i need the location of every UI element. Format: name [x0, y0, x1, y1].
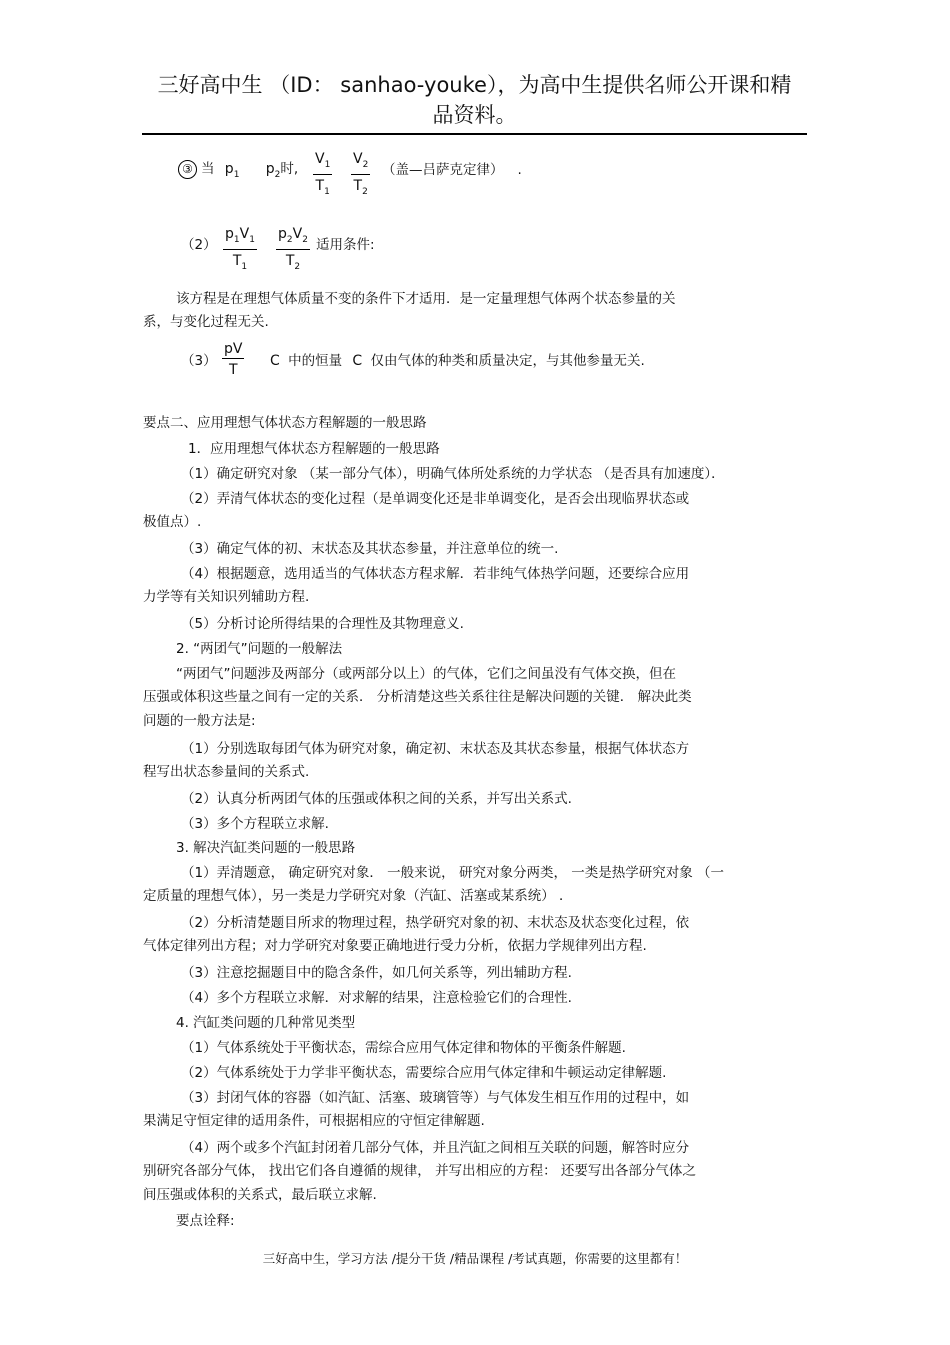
fraction-p1v1-t1: $\frac{p_1V_1}{T_1}$: [225, 226, 255, 272]
fraction-p2v2-t2: $\frac{p_2V_2}{T_2}$: [278, 226, 308, 272]
body-line: 间压强或体积的关系式，最后联立求解.: [143, 1187, 377, 1203]
header-divider: [142, 133, 807, 135]
body-line: 1．应用理想气体状态方程解题的一般思路: [188, 441, 440, 457]
formula-1-when: 时,: [280, 161, 299, 177]
body-line: （3）封闭气体的容器（如汽缸、活塞、玻璃管等）与气体发生相互作用的过程中，如: [181, 1090, 690, 1106]
body-line: （2）认真分析两团气体的压强或体积之间的关系，并写出关系式.: [181, 791, 572, 807]
body-line: 力学等有关知识列辅助方程.: [143, 589, 310, 605]
body-line: 程写出状态参量间的关系式.: [143, 764, 310, 780]
body-line: 3. 解决汽缸类问题的一般思路: [176, 840, 356, 856]
body-line: 别研究各部分气体， 找出它们各自遵循的规律， 并写出相应的方程： 还要写出各部分气体之: [143, 1163, 696, 1179]
formula-3-label: （3）: [181, 353, 217, 369]
body-line: 定质量的理想气体），另一类是力学研究对象（汽缸、活塞或某系统） ．: [143, 888, 573, 904]
body-line: （3）确定气体的初、末状态及其状态参量，并注意单位的统一.: [181, 541, 559, 557]
body-line: （1）弄清题意， 确定研究对象． 一般来说， 研究对象分两类， 一类是热学研究对象 （一: [181, 865, 725, 881]
formula-1-p1: $p_1$: [224, 161, 240, 180]
body-line: 气体定律列出方程；对力学研究对象要正确地进行受力分析，依据力学规律列出方程.: [143, 938, 647, 954]
circled-number-3: ③: [178, 160, 197, 179]
body-line: “两团气”问题涉及两部分（或两部分以上）的气体，它们之间虽没有气体交换，但在: [176, 666, 676, 682]
formula-1-law: （盖—吕萨克定律） .: [382, 162, 522, 178]
body-line: 压强或体积这些量之间有一定的关系． 分析清楚这些关系往往是解决问题的关键． 解决此类: [143, 689, 692, 705]
body-line: 要点二、应用理想气体状态方程解题的一般思路: [143, 415, 427, 431]
body-line: （1）确定研究对象 （某一部分气体），明确气体所处系统的力学状态 （是否具有加速度）．: [181, 466, 725, 482]
condition-line-2: 系，与变化过程无关.: [143, 314, 269, 330]
formula-2-label: （2）: [181, 237, 217, 253]
body-line: 2. “两团气”问题的一般解法: [176, 641, 343, 657]
body-line: （3）多个方程联立求解.: [181, 816, 329, 832]
body-line: 极值点）.: [143, 514, 202, 530]
body-line: 要点诠释:: [176, 1213, 235, 1229]
body-line: （5）分析讨论所得结果的合理性及其物理意义.: [181, 616, 464, 632]
body-line: （4）多个方程联立求解．对求解的结果，注意检验它们的合理性.: [181, 990, 572, 1006]
body-line: （1）气体系统处于平衡状态，需综合应用气体定律和物体的平衡条件解题.: [181, 1040, 626, 1056]
fraction-v1-t1: $\frac{V_1}{T_1}$: [315, 151, 331, 197]
body-line: （4）两个或多个汽缸封闭着几部分气体，并且汽缸之间相互关联的问题，解答时应分: [181, 1140, 690, 1156]
body-line: （2）分析清楚题目所求的物理过程，热学研究对象的初、末状态及状态变化过程，依: [181, 915, 690, 931]
body-line: （2）弄清气体状态的变化过程（是单调变化还是非单调变化，是否会出现临界状态或: [181, 491, 690, 507]
body-line: 问题的一般方法是:: [143, 713, 256, 729]
formula-1-prefix: 当: [201, 161, 215, 177]
condition-line-1: 该方程是在理想气体质量不变的条件下才适用．是一定量理想气体两个状态参量的关: [176, 291, 676, 307]
body-line: （3）注意挖掘题目中的隐含条件，如几何关系等，列出辅助方程.: [181, 965, 572, 981]
header-line-1: 三好高中生 （ID： sanhao-youke），为高中生提供名师公开课和精: [157, 73, 792, 97]
body-line: （4）根据题意，选用适当的气体状态方程求解．若非纯气体热学问题，还要综合应用: [181, 566, 690, 582]
header-line-2: 品资料。: [432, 103, 517, 127]
body-line: 4. 汽缸类问题的几种常见类型: [176, 1015, 356, 1031]
body-line: 果满足守恒定律的适用条件，可根据相应的守恒定律解题.: [143, 1113, 485, 1129]
formula-1-lead: [178, 160, 298, 184]
body-line: （2）气体系统处于力学非平衡状态，需要综合应用气体定律和牛顿运动定律解题.: [181, 1065, 667, 1081]
page-header: [142, 70, 807, 130]
formula-1-p2: $p_2$: [265, 161, 281, 180]
formula-2-suffix: 适用条件:: [316, 237, 375, 253]
body-line: （1）分别选取每团气体为研究对象，确定初、末状态及其状态参量，根据气体状态方: [181, 741, 690, 757]
page-footer: 三好高中生，学习方法 /提分干货 /精品课程 /考试真题，你需要的这里都有！: [262, 1251, 688, 1266]
formula-3-text: C 中的恒量 C 仅由气体的种类和质量决定，与其他参量无关.: [270, 353, 645, 369]
fraction-v2-t2: $\frac{V_2}{T_2}$: [353, 151, 369, 197]
fraction-pv-t: $\frac{pV}{T}$: [224, 341, 243, 378]
